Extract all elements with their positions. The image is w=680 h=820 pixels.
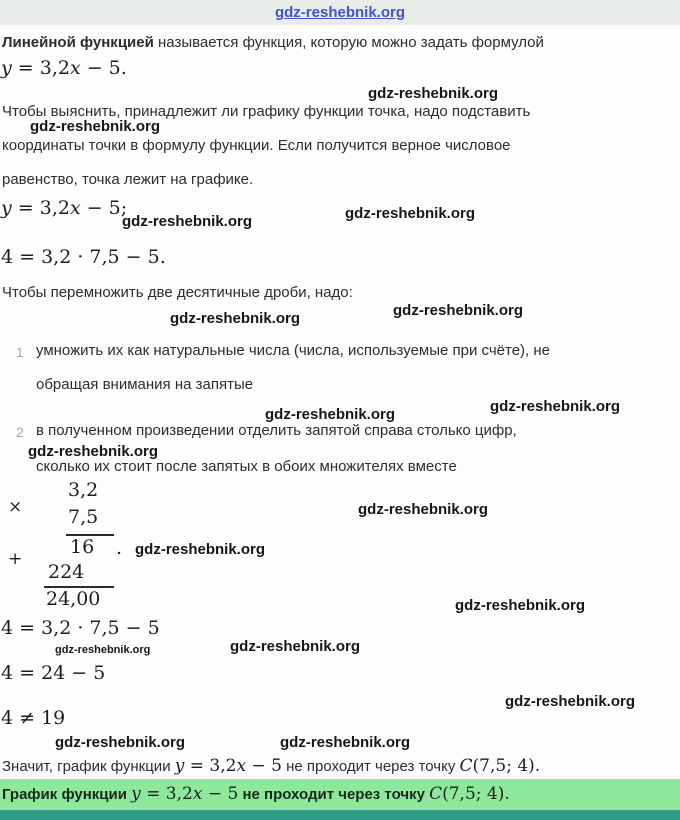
answer-highlight [0,779,680,810]
explanation-line-2: координаты точки в формулу функции. Если получится верное числовое [2,137,511,154]
math-var-y: y [1,197,12,219]
list-item-2-line-2: сколько их стоит после запятых в обоих множителях вместе [36,458,457,475]
math-var-c: C [429,784,443,804]
math-text: − 5 [246,756,282,776]
math-var-y: y [1,57,12,79]
math-var-y: y [131,784,141,804]
multiplication-times-sign: × [8,497,23,517]
list-item-1-line-1: умножить их как натуральные числа (числа, используемые при счёте), не [36,342,551,359]
explanation-line-3: равенство, точка лежит на графике. [2,171,254,188]
watermark: gdz-reshebnik.org [55,644,151,656]
formula-check-2: 4 = 24 − 5 [1,662,106,684]
explanation-line-1: Чтобы выяснить, принадлежит ли графику функции точка, надо подставить [2,103,531,120]
rule-title: Чтобы перемножить две десятичные дроби, надо: [2,284,353,301]
bottom-bar [0,810,680,820]
math-text: − 5. [80,57,127,79]
math-text: − 5 [202,784,239,804]
answer-prefix: График функции [2,786,132,803]
math-text: (7,5; 4). [442,784,510,804]
intro-term: Линейной функцией [2,34,154,51]
multiplication-partial-1: 16 [66,534,114,559]
formula-inequality: 4 ≠ 19 [1,707,66,729]
math-inline [429,784,510,804]
intro-line [2,34,544,53]
watermark: gdz-reshebnik.org [368,85,499,102]
math-text: = 3,2 [184,756,237,776]
multiplication-factor-1: 3,2 [68,479,99,501]
conclusion-line [2,756,540,777]
watermark: gdz-reshebnik.org [490,398,621,415]
formula-substitute-header [1,198,127,220]
math-var-x: x [69,197,81,219]
formula-substituted: 4 = 3,2 · 7,5 − 5. [1,246,166,268]
math-var-y: y [174,756,185,776]
formula-check-1: 4 = 3,2 · 7,5 − 5 [1,617,160,639]
top-bar [0,0,680,25]
formula-definition [1,58,127,80]
math-var-x: x [236,756,247,776]
watermark: gdz-reshebnik.org [505,693,636,710]
multiplication-factor-2: 7,5 [68,506,99,528]
watermark: gdz-reshebnik.org [230,638,361,655]
math-text: = 3,2 [11,197,70,219]
watermark: gdz-reshebnik.org [265,406,396,423]
list-item-1-line-2: обращая внимания на запятые [36,376,254,393]
multiplication-plus-sign: + [8,549,23,569]
watermark: gdz-reshebnik.org [280,734,411,751]
list-item-1-number: 1 [16,344,24,360]
math-text: = 3,2 [11,57,70,79]
multiplication-period: . [116,537,123,559]
watermark: gdz-reshebnik.org [455,597,586,614]
math-text: = 3,2 [140,784,193,804]
answer-mid: не проходит через точку [238,786,430,803]
site-watermark-link[interactable]: gdz-reshebnik.org [274,4,405,21]
list-item-2-number: 2 [16,424,24,440]
conclusion-prefix: Значит, график функции [2,758,175,775]
watermark: gdz-reshebnik.org [30,118,161,135]
watermark: gdz-reshebnik.org [345,205,476,222]
math-text: − 5; [80,197,128,219]
watermark: gdz-reshebnik.org [358,501,489,518]
watermark: gdz-reshebnik.org [122,213,253,230]
watermark: gdz-reshebnik.org [55,734,186,751]
watermark: gdz-reshebnik.org [135,541,266,558]
math-inline [175,756,282,776]
math-var-x: x [192,784,203,804]
conclusion-mid: не проходит через точку [281,758,460,775]
multiplication-result: 24,00 [44,586,114,611]
list-item-2-line-1: в полученном произведении отделить запятой справа столько цифр, [36,422,517,439]
watermark: gdz-reshebnik.org [28,443,159,460]
math-var-c: C [459,756,473,776]
math-inline [460,756,541,776]
math-var-x: x [69,57,81,79]
intro-rest: называется функция, которую можно задать формулой [153,34,544,51]
watermark: gdz-reshebnik.org [393,302,524,319]
watermark: gdz-reshebnik.org [170,310,301,327]
math-text: (7,5; 4). [472,756,541,776]
multiplication-partial-2: 224 [48,561,85,583]
math-inline [131,784,238,804]
